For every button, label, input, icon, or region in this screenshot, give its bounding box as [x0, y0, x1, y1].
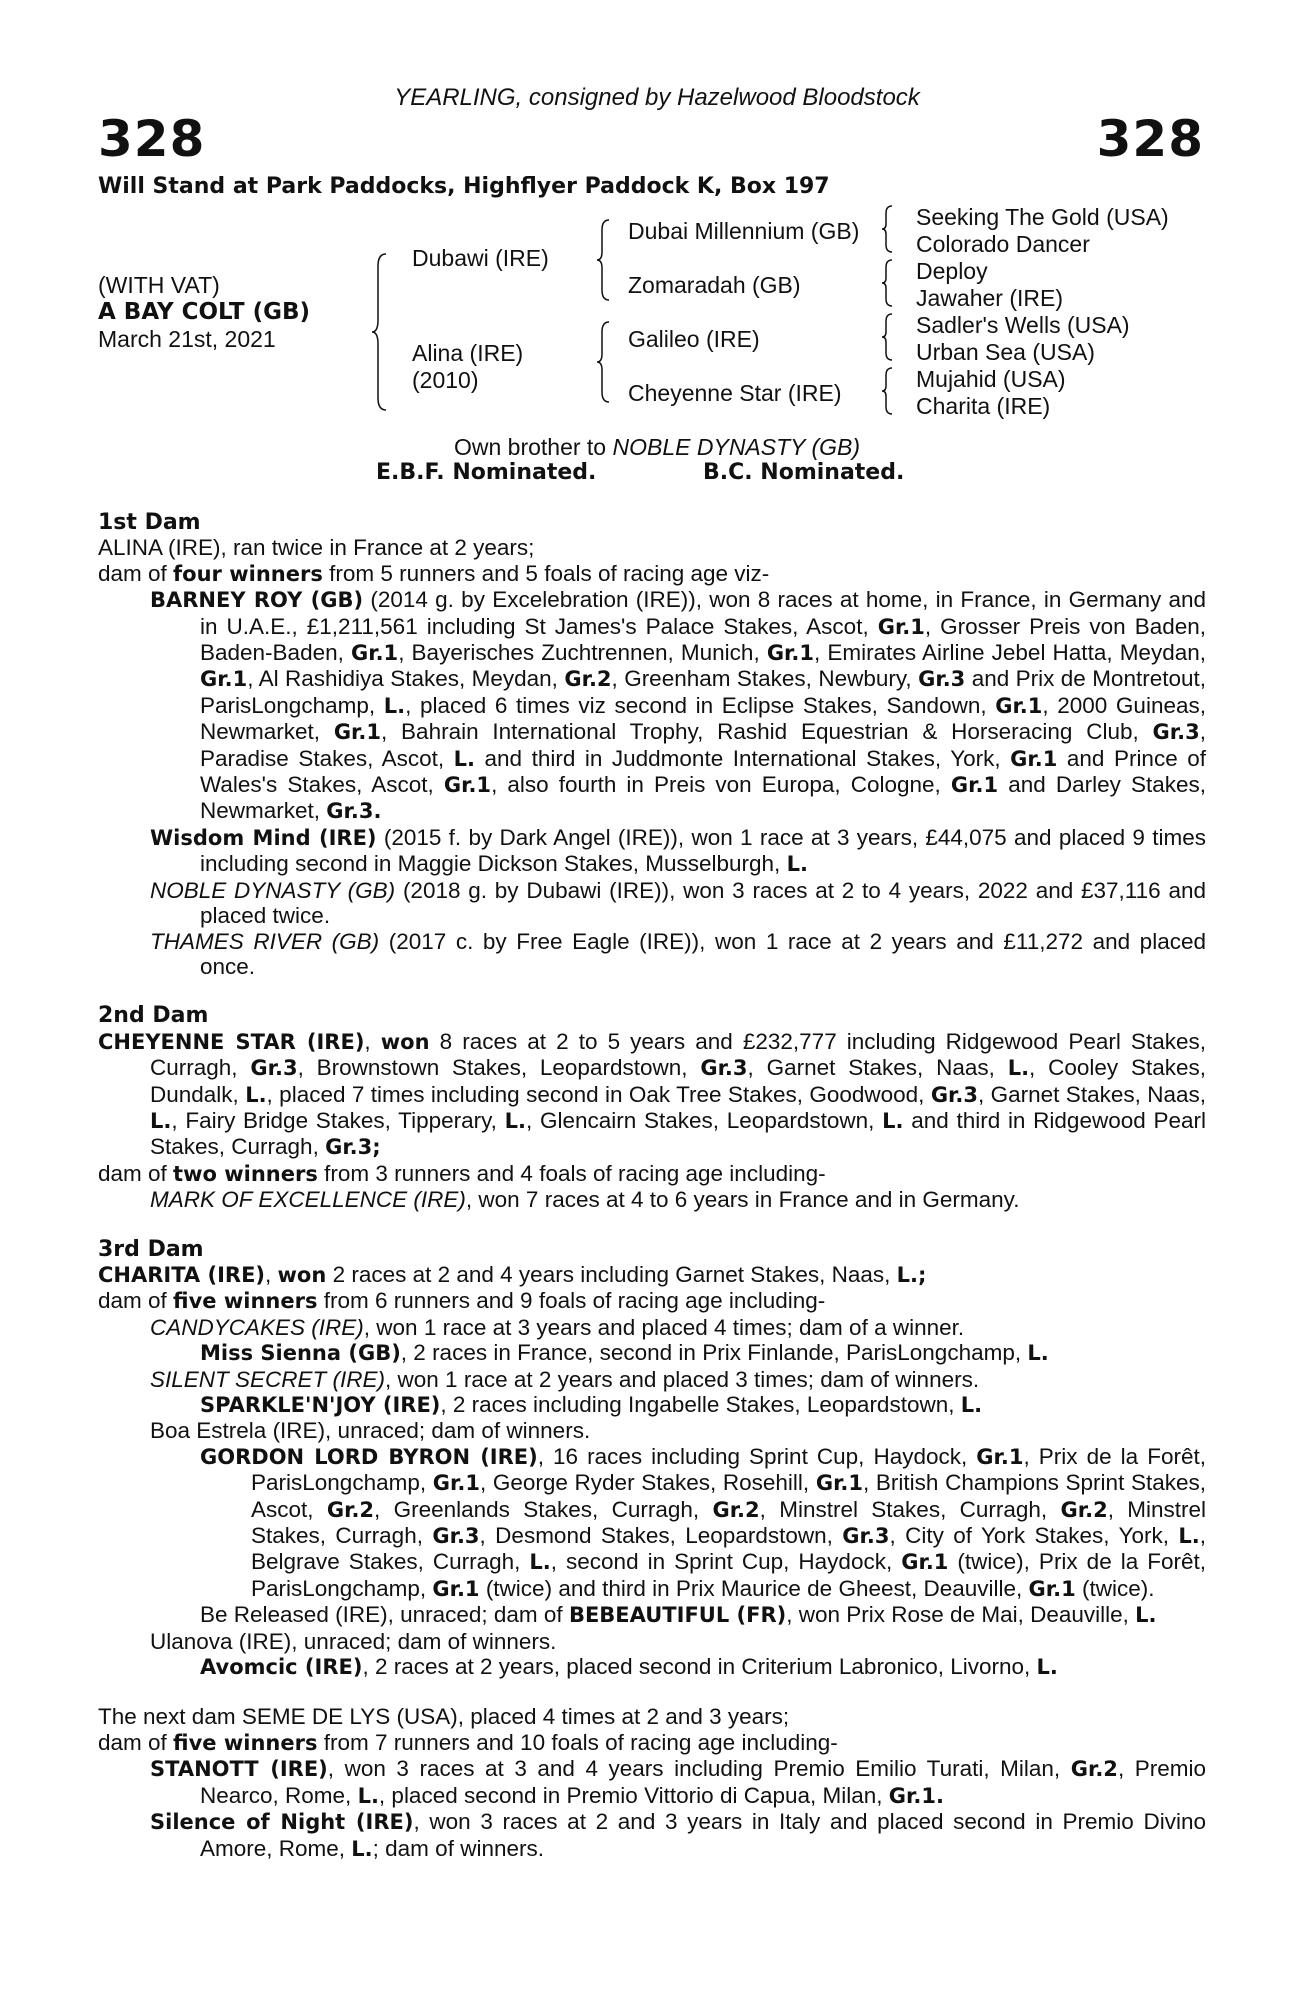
- produce-avomcic: Avomcic (IRE), 2 races at 2 years, placed second in Criterium Labronico, Livorno, L.: [200, 1654, 1058, 1680]
- second-dam-heading: 2nd Dam: [98, 1003, 209, 1029]
- produce-gordon-lord-byron: GORDON LORD BYRON (IRE), 16 races including Sprint Cup, Haydock, Gr.1, Prix de la Forêt, ParisLongchamp, Gr.1, George Ryder Stakes, Rosehill, Gr.1, British Champions Sprint Stakes, Ascot, Gr.2, Greenlands Stakes, Curragh, Gr.2, Minstrel Stakes, Curragh, Gr.2, Minstrel Stakes, Curragh, Gr.3, Desmond Stakes, Leopardstown, Gr.3, City of York Stakes, York, L., Belgrave Stakes, Curragh, L., second in Sprint Cup, Haydock, Gr.1 (twice), Prix de la Forêt, ParisLongchamp, Gr.1 (twice) and third in Prix Maurice de Gheest, Deauville, Gr.1 (twice).: [200, 1443, 1207, 1601]
- own-brother-note: [0, 434, 1314, 461]
- horse-identity: [98, 272, 310, 353]
- next-dam-produce: dam of five winners from 7 runners and 10 foals of racing age including-: [98, 1729, 838, 1755]
- pedigree-brace-g3: [880, 312, 896, 362]
- consignment-line: YEARLING, consigned by Hazelwood Bloodstock: [394, 84, 920, 111]
- pedigree-dam: Alina (IRE): [412, 340, 524, 366]
- own-brother-name: NOBLE DYNASTY (GB): [612, 434, 861, 460]
- horse-name: A BAY COLT (GB): [98, 299, 311, 325]
- ebf-nominated: E.B.F. Nominated.: [376, 460, 597, 485]
- pedigree-g3-6: Urban Sea (USA): [916, 339, 1095, 365]
- produce-candycakes: CANDYCAKES (IRE), won 1 race at 3 years and placed 4 times; dam of a winner.: [150, 1314, 965, 1340]
- pedigree-sire-sire: Dubai Millennium (GB): [628, 218, 860, 244]
- produce-ulanova: Ulanova (IRE), unraced; dam of winners.: [150, 1628, 557, 1654]
- produce-wisdom-mind: Wisdom Mind (IRE) (2015 f. by Dark Angel (IRE)), won 1 race at 3 years, £44,075 and placed 9 times including second in Maggie Dickson Stakes, Musselburgh, L.: [150, 824, 1206, 877]
- first-dam-heading: 1st Dam: [98, 510, 201, 535]
- pedigree-g3-1: Seeking The Gold (USA): [916, 204, 1169, 230]
- first-dam-line: ALINA (IRE), ran twice in France at 2 years;: [98, 535, 535, 561]
- pedigree-dam-sire: Galileo (IRE): [628, 326, 760, 352]
- pedigree-brace-main: [370, 252, 390, 412]
- pedigree-brace-g2: [880, 258, 896, 308]
- produce-noble-dynasty: NOBLE DYNASTY (GB) (2018 g. by Dubawi (IRE)), won 3 races at 2 to 4 years, 2022 and £37,116 and placed twice.: [150, 877, 1206, 929]
- second-dam-produce: dam of two winners from 3 runners and 4 foals of racing age including-: [98, 1160, 826, 1186]
- pedigree-brace-g1: [880, 204, 896, 254]
- produce-sparkle-n-joy: SPARKLE'N'JOY (IRE), 2 races including Ingabelle Stakes, Leopardstown, L.: [200, 1392, 983, 1417]
- pedigree-g3-7: Mujahid (USA): [916, 366, 1066, 392]
- produce-thames-river: THAMES RIVER (GB) (2017 c. by Free Eagle (IRE)), won 1 race at 2 years and £11,272 and placed once.: [150, 928, 1206, 979]
- own-brother-prefix: Own brother to: [453, 434, 613, 460]
- pedigree-dam-year: (2010): [412, 367, 479, 393]
- produce-silent-secret: SILENT SECRET (IRE), won 1 race at 2 years and placed 3 times; dam of winners.: [150, 1366, 980, 1392]
- lot-number-right: 328: [1096, 110, 1204, 168]
- produce-boa-estrela: Boa Estrela (IRE), unraced; dam of winners.: [150, 1418, 591, 1444]
- horse-dob: March 21st, 2021: [98, 326, 276, 352]
- pedigree-brace-g4: [880, 366, 896, 416]
- pedigree-brace-dam: [595, 320, 613, 404]
- vat-label: (WITH VAT): [98, 272, 220, 298]
- pedigree-sire-dam: Zomaradah (GB): [628, 272, 801, 298]
- pedigree-g3-4: Jawaher (IRE): [916, 285, 1063, 311]
- pedigree-g3-3: Deploy: [916, 258, 988, 284]
- first-dam-section: [98, 510, 1206, 1862]
- stand-location: Will Stand at Park Paddocks, Highflyer Paddock K, Box 197: [98, 174, 830, 199]
- lot-number-left: 328: [98, 110, 206, 168]
- pedigree-g3-2: Colorado Dancer: [916, 231, 1090, 257]
- third-dam-produce: dam of five winners from 6 runners and 9 foals of racing age including-: [98, 1288, 826, 1314]
- produce-miss-sienna: Miss Sienna (GB), 2 races in France, second in Prix Finlande, ParisLongchamp, L.: [200, 1340, 1049, 1366]
- next-dam-line: The next dam SEME DE LYS (USA), placed 4 times at 2 and 3 years;: [98, 1704, 790, 1730]
- pedigree-dam-dam: Cheyenne Star (IRE): [628, 380, 842, 406]
- produce-silence-of-night: Silence of Night (IRE), won 3 races at 2 and 3 years in Italy and placed second in Premio Divino Amore, Rome, L.; dam of winners.: [150, 1809, 1206, 1861]
- produce-stanott: STANOTT (IRE), won 3 races at 3 and 4 years including Premio Emilio Turati, Milan, Gr.2, Premio Nearco, Rome, L., placed second in Premio Vittorio di Capua, Milan, Gr.1.: [150, 1756, 1207, 1808]
- produce-barney-roy: BARNEY ROY (GB) (2014 g. by Excelebration (IRE)), won 8 races at home, in France, in Germany and in U.A.E., £1,211,561 including St James's Palace Stakes, Ascot, Gr.1, Grosser Preis von Baden, Baden-Baden, Gr.1, Bayerisches Zuchtrennen, Munich, Gr.1, Emirates Airline Jebel Hatta, Meydan, Gr.1, Al Rashidiya Stakes, Meydan, Gr.2, Greenham Stakes, Newbury, Gr.3 and Prix de Montretout, ParisLongchamp, L., placed 6 times viz second in Eclipse Stakes, Sandown, Gr.1, 2000 Guineas, Newmarket, Gr.1, Bahrain International Trophy, Rashid Equestrian & Horseracing Club, Gr.3, Paradise Stakes, Ascot, L. and third in Juddmonte International Stakes, York, Gr.1 and Prince of Wales's Stakes, Ascot, Gr.1, also fourth in Preis von Europa, Cologne, Gr.1 and Darley Stakes, Newmarket, Gr.3.: [150, 587, 1207, 824]
- second-dam-record: CHEYENNE STAR (IRE), won 8 races at 2 to 5 years and £232,777 including Ridgewood Pearl Stakes, Curragh, Gr.3, Brownstown Stakes, Leopardstown, Gr.3, Garnet Stakes, Naas, L., Cooley Stakes, Dundalk, L., placed 7 times including second in Oak Tree Stakes, Goodwood, Gr.3, Garnet Stakes, Naas, L., Fairy Bridge Stakes, Tipperary, L., Glencairn Stakes, Leopardstown, L. and third in Ridgewood Pearl Stakes, Curragh, Gr.3;: [98, 1028, 1207, 1160]
- pedigree-g3-5: Sadler's Wells (USA): [916, 312, 1130, 338]
- first-dam-produce: dam of four winners from 5 runners and 5 foals of racing age viz-: [98, 560, 770, 586]
- pedigree-g3-8: Charita (IRE): [916, 393, 1051, 419]
- pedigree-sire: Dubawi (IRE): [412, 245, 549, 271]
- produce-mark-of-excellence: MARK OF EXCELLENCE (IRE), won 7 races at 4 to 6 years in France and in Germany.: [150, 1187, 1020, 1213]
- third-dam-record: CHARITA (IRE), won 2 races at 2 and 4 years including Garnet Stakes, Naas, L.;: [98, 1261, 927, 1287]
- pedigree-brace-sire: [595, 218, 613, 302]
- third-dam-heading: 3rd Dam: [98, 1236, 204, 1262]
- produce-be-released: Be Released (IRE), unraced; dam of BEBEAUTIFUL (FR), won Prix Rose de Mai, Deauville, L.: [200, 1602, 1157, 1628]
- bc-nominated: B.C. Nominated.: [703, 460, 905, 485]
